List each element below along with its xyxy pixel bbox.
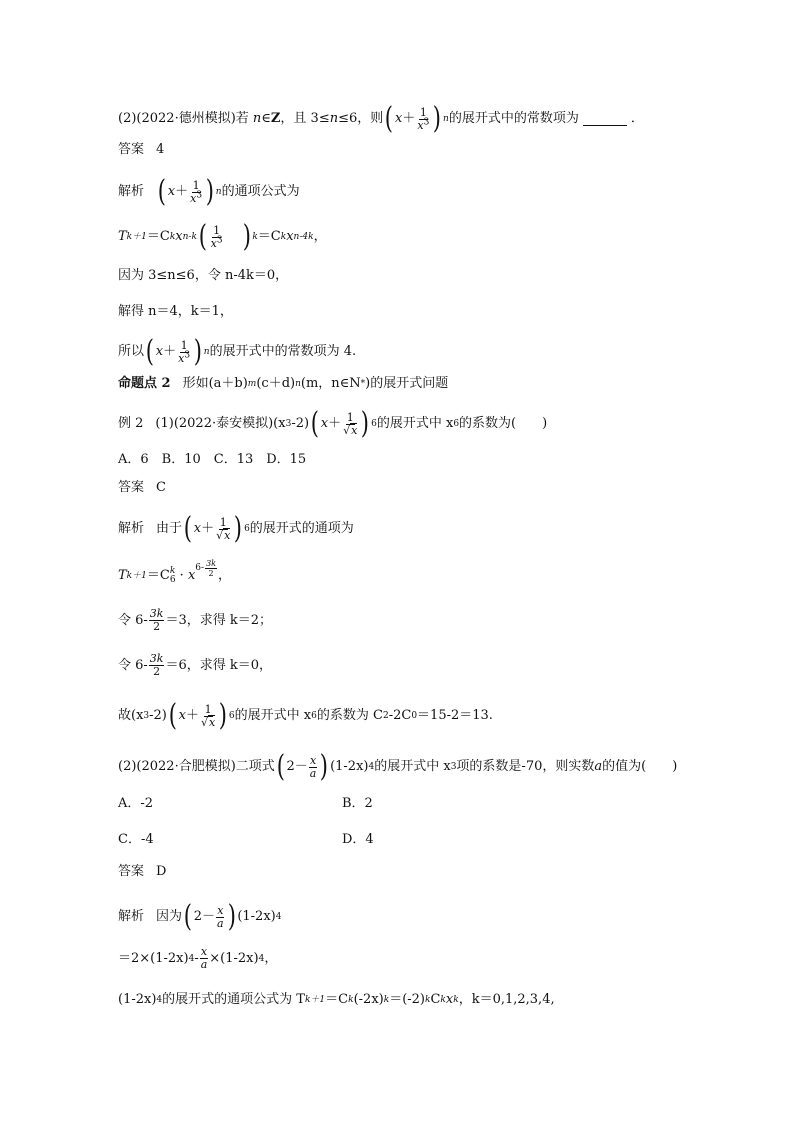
example-2-question: 例 2 (1)(2022·泰安模拟)(x 3 -2) ( x ＋ $\frac{1}{√x}$ ) 6 的展开式中 x 6 的系数为( )	[118, 406, 548, 441]
example-2-options: A．6 B．10 C．13 D．15	[118, 452, 307, 467]
q-prefix: (2)(2022·德州模拟)若	[118, 111, 253, 126]
binomial-expression: ( x ＋ $\frac{1}{x^3}$ ) n	[385, 101, 449, 136]
question-2-line: (2)(2022·德州模拟)若 n ∈ Z ，且 3≤ n ≤6，则 ( x ＋ $\frac{1}{x^3}$ ) n 的展开式中的常数项为 ．	[118, 101, 644, 136]
solution-label: 解析	[118, 184, 145, 199]
var-n: n	[252, 111, 262, 126]
answer-value: 4	[156, 142, 165, 157]
answer-line-1	[118, 140, 734, 160]
answer-line-3: 答案 D	[118, 864, 167, 879]
solution-2-line-4: 令 6- $\frac{3k}{2}$ ＝6，求得 k＝0，	[118, 652, 273, 678]
example-label: 例 2	[118, 416, 144, 431]
solution-3-line-3: (1-2x) 4 的展开式的通项公式为 T k＋1 ＝C k (-2x) k ＝(-2) k C k x k ，k＝0,1,2,3,4,	[118, 992, 555, 1007]
question-2b-line: (2)(2022·合肥模拟)二项式 ( 2－ $\frac{x}{a}$ ) (1-2x) 4 的展开式中 x 3 项的系数是-70，则实数 a 的值为( )	[118, 749, 678, 784]
cond-text-2: ≤6，则	[338, 111, 384, 126]
set-z: Z	[270, 111, 281, 126]
solution-2-formula: T k＋1 ＝C k 6 · x 6- $\frac{3k}{2}$ ，	[118, 558, 232, 585]
in-symbol: ∈	[261, 111, 271, 126]
solution-2-line-1: 解析 由于 ( x ＋ $\frac{1}{√x}$ ) 6 的展开式的通项为	[118, 511, 354, 546]
options-row-1: A．-2 B．2	[118, 796, 373, 811]
solution-1-line-5: 所以 ( x ＋ $\frac{1}{x^3}$ ) n 的展开式中的常数项为 4.	[118, 334, 357, 369]
cond-text: ，且 3≤	[280, 111, 330, 126]
solution-2-line-3: 令 6- $\frac{3k}{2}$ ＝3，求得 k＝2；	[118, 607, 273, 633]
proposition-heading: 命题点 2 形如(a＋b) m (c＋d) n (m，n∈N * )的展开式问题	[118, 374, 734, 394]
answer-blank	[583, 113, 627, 126]
solution-1-line-1: 解析 ( x ＋ $\frac{1}{x^3}$ ) n 的通项公式为	[118, 174, 300, 209]
answer-line-2: 答案 C	[118, 480, 166, 495]
solution-1-line-3: 因为 3≤n≤6，令 n-4k＝0，	[118, 268, 289, 283]
solution-1-formula: T k＋1 ＝C k x n-k ( $\frac{1}{x^3}$ ) k ＝C k x n-4k ，	[118, 219, 327, 254]
fraction: $\frac{1}{x^3}$	[417, 105, 430, 132]
cond-n: n	[329, 111, 339, 126]
proposition-label: 命题点 2	[118, 376, 171, 391]
answer-label: 答案	[118, 142, 145, 157]
solution-3-line-2: ＝2×(1-2x) 4 - $\frac{x}{a}$ ×(1-2x) 4 ，	[118, 945, 278, 971]
options-row-2: C．-4 D．4	[118, 832, 374, 847]
solution-1-line-4: 解得 n＝4，k＝1，	[118, 304, 233, 319]
solution-3-line-1: 解析 因为 ( 2－ $\frac{x}{a}$ ) (1-2x) 4	[118, 899, 282, 934]
solution-2-line-5: 故(x 3 -2) ( x ＋ $\frac{1}{√x}$ ) 6 的展开式中 x 6 的系数为 C 2 -2C 0 ＝15-2＝13.	[118, 698, 493, 733]
q-suffix: 的展开式中的常数项为	[448, 111, 579, 126]
